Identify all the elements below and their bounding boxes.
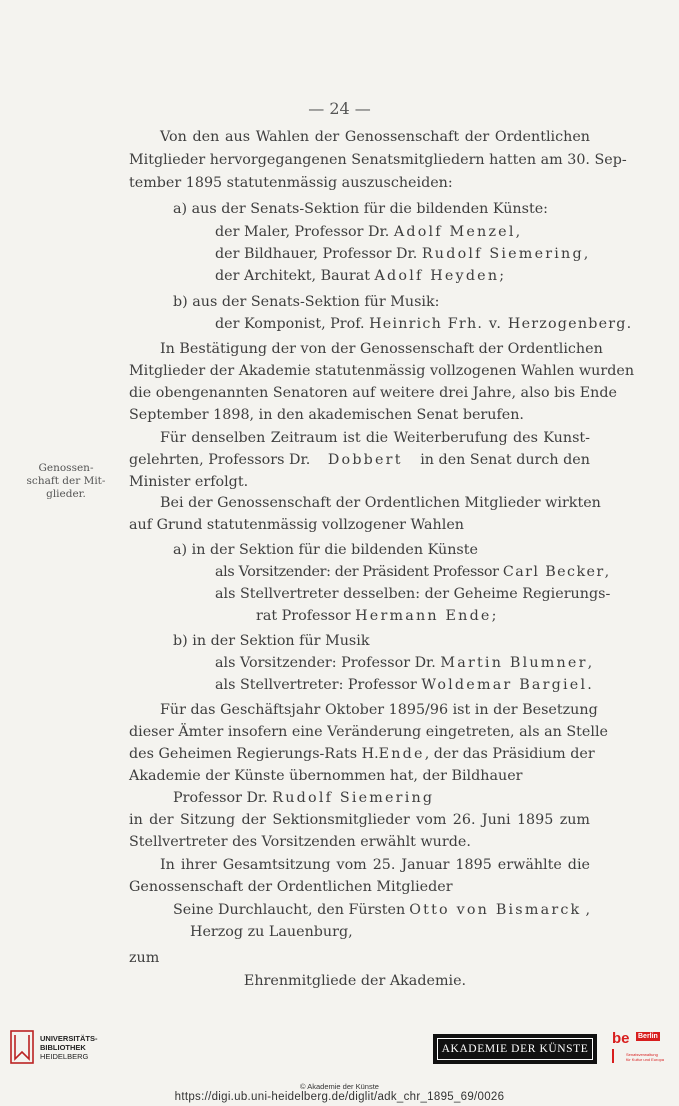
person-name: Adolf Heyden — [374, 268, 500, 284]
text-line — [215, 314, 631, 334]
text-run: als Vorsitzender: der Präsident Professor — [215, 564, 503, 580]
text-line: b) in der Sektion für Musik — [173, 633, 370, 649]
text-line — [129, 450, 590, 470]
margin-note-line: schaft der Mit- — [26, 475, 106, 487]
text-run: Professor Dr. — [173, 790, 273, 806]
ub-line: BIBLIOTHEK — [40, 1043, 86, 1052]
text-line: b) aus der Senats-Sektion für Musik: — [173, 294, 440, 310]
copyright: © Akademie der Künste — [300, 1082, 379, 1091]
text-line — [215, 266, 504, 286]
person-name: Heinrich Frh. v. Herzogenberg — [369, 316, 627, 332]
akademie-logo — [433, 1034, 597, 1064]
text-line: Akademie der Künste übernommen hat, der Bildhauer — [129, 768, 523, 784]
text-run: gelehrten, Professors Dr. — [129, 452, 311, 468]
text-line — [215, 222, 520, 242]
text-line: in der Sitzung der Sektionsmitglieder vom 26. Juni 1895 zum — [129, 812, 590, 828]
text-line — [215, 653, 592, 673]
person-name: Adolf Menzel — [393, 224, 516, 240]
text-run: des Geheimen Regierungs-Rats H. — [129, 746, 379, 762]
person-name: Otto von Bismarck — [409, 902, 582, 918]
text-line: Bei der Genossenschaft der Ordentlichen Mitglieder wirkten — [160, 495, 601, 511]
text-run: der Architekt, Baurat — [215, 268, 375, 284]
text-line — [215, 244, 588, 264]
text-line: Stellvertreter des Vorsitzenden erwählt wurde. — [129, 834, 471, 850]
text-line: dieser Ämter insofern eine Veränderung eingetreten, als an Stelle — [129, 724, 608, 740]
text-run: der Komponist, Prof. — [215, 316, 370, 332]
text-run: rat Professor — [256, 608, 356, 624]
akademie-logo-text: AKADEMIE DER KÜNSTE — [437, 1038, 593, 1060]
text-line: Herzog zu Lauenburg, — [190, 924, 353, 940]
text-run: . — [587, 677, 592, 693]
margin-note-line: glieder. — [46, 488, 86, 500]
text-line: als Stellvertreter desselben: der Geheime Regierungs- — [215, 586, 611, 602]
text-run: Seine Durchlaucht, den Fürsten — [173, 902, 406, 918]
margin-note-line: Genossen- — [38, 462, 94, 474]
margin-note — [26, 462, 106, 501]
berlin-be: be — [612, 1030, 630, 1047]
text-line: Mitglieder der Akademie statutenmässig vollzogenen Wahlen wurden — [129, 363, 635, 379]
text-line: Mitglieder hervorgegangenen Senatsmitgliedern hatten am 30. Sep- — [129, 152, 627, 168]
text-run: , — [587, 655, 593, 671]
text-run: der Maler, Professor Dr. — [215, 224, 394, 240]
text-line — [173, 788, 434, 808]
text-line: Ehrenmitgliede der Akademie. — [243, 973, 467, 989]
text-line: In Bestätigung der von der Genossenschaft der Ordentlichen — [160, 341, 603, 357]
text-line: a) in der Sektion für die bildenden Künste — [173, 542, 478, 558]
berlin-subtitle — [626, 1052, 664, 1062]
text-line: September 1898, in den akademischen Senat berufen. — [129, 407, 524, 423]
page-number: — 24 — — [308, 99, 371, 118]
text-run: ; — [491, 608, 497, 624]
text-run: ; — [499, 268, 505, 284]
person-name: Hermann Ende — [355, 608, 492, 624]
text-line: Genossenschaft der Ordentlichen Mitglieder — [129, 879, 453, 895]
text-run: als Vorsitzender: Professor Dr. — [215, 655, 441, 671]
text-line — [215, 562, 609, 582]
text-run: der Bildhauer, Professor Dr. — [215, 246, 422, 262]
person-name: Carl Becker — [502, 564, 605, 580]
text-line: Von den aus Wahlen der Genossenschaft der Ordentlichen — [160, 129, 590, 145]
permalink[interactable]: https://digi.ub.uni-heidelberg.de/diglit/adk_chr_1895_69/0026 — [174, 1091, 505, 1103]
text-run: , — [515, 224, 521, 240]
text-line: Für das Geschäftsjahr Oktober 1895/96 ist in der Besetzung — [160, 702, 598, 718]
text-line — [256, 606, 496, 626]
text-line — [129, 744, 595, 764]
text-line: Minister erfolgt. — [129, 474, 249, 490]
text-run: , — [583, 246, 589, 262]
text-line: auf Grund statutenmässig vollzogener Wahlen — [129, 517, 464, 533]
university-library-name — [40, 1034, 98, 1061]
person-name: Rudolf Siemering — [272, 790, 435, 806]
berlin-subtitle-line: für Kultur und Europa — [626, 1057, 665, 1062]
berlin-subtitle-line: Senatsverwaltung — [626, 1052, 658, 1057]
berlin-tag: Berlin — [638, 1033, 658, 1040]
berlin-logo — [612, 1030, 668, 1068]
text-run: als Stellvertreter: Professor — [215, 677, 422, 693]
text-line: tember 1895 statutenmässig auszuscheiden: — [129, 175, 453, 191]
ub-line: UNIVERSITÄTS- — [40, 1034, 98, 1043]
text-line: die obengenannten Senatoren auf weitere drei Jahre, also bis Ende — [129, 385, 618, 401]
ub-line: HEIDELBERG — [40, 1052, 89, 1061]
text-run: , — [604, 564, 609, 580]
person-name: Rudolf Siemering — [421, 246, 584, 262]
text-line: a) aus der Senats-Sektion für die bildenden Künste: — [173, 201, 548, 217]
person-name: Martin Blumner — [440, 655, 588, 671]
person-name: Woldemar Bargiel — [421, 677, 588, 693]
university-library-logo-icon — [10, 1030, 34, 1064]
text-run: . — [626, 316, 632, 332]
text-line — [173, 900, 590, 920]
text-run: in den Senat durch den — [420, 452, 590, 468]
text-line — [215, 675, 592, 695]
text-line: zum — [129, 950, 160, 966]
person-name: Dobbert — [327, 452, 403, 468]
berlin-bar-icon — [612, 1049, 624, 1063]
person-name: Ende — [378, 746, 425, 762]
text-line: In ihrer Gesamtsitzung vom 25. Januar 1895 erwählte die — [160, 857, 590, 873]
text-run: , — [585, 902, 590, 918]
text-run: , der das Präsidium der — [424, 746, 595, 762]
text-line: Für denselben Zeitraum ist die Weiterberufung des Kunst- — [160, 430, 590, 446]
